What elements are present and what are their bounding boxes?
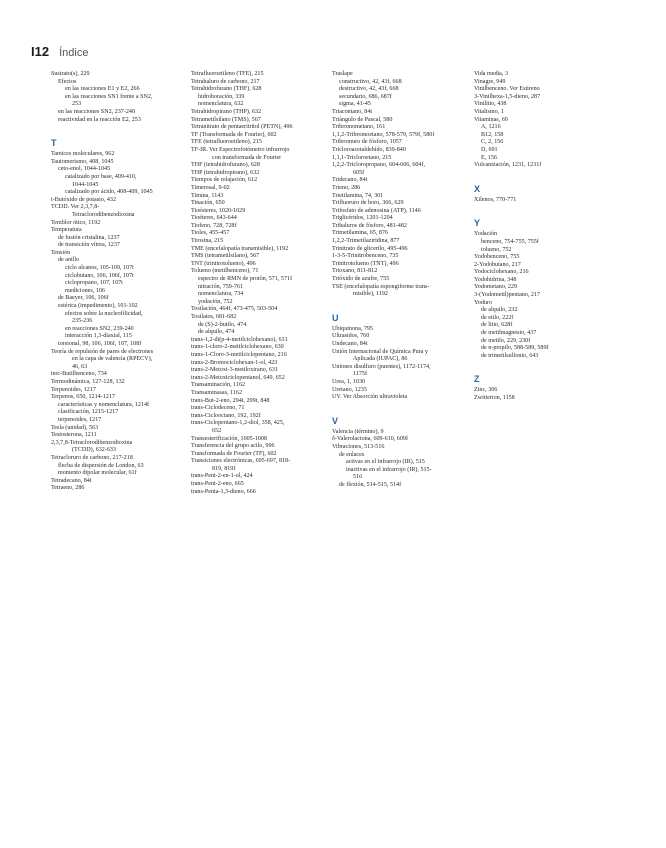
index-subentry: ciclobutano, 106, 106f, 107t [65,272,134,279]
index-letter-heading: Y [474,218,481,229]
index-entry: Timina, 1143 [191,192,224,199]
index-entry: 1,1,2-Tribromoetano, 578-579, 579f, 580f [332,131,435,138]
index-entry: Yoduro [474,299,493,306]
index-entry: UV. Ver Absorción ultravioleta [332,394,408,401]
index-subentry: de anillo [58,257,80,264]
index-subentry: 1044-1045 [72,181,99,188]
index-entry: Valencia (término), 9 [332,428,384,435]
index-subentry: secundario, 686, 687f [339,93,392,100]
index-entry: δ-Valerolactona, 609-610, 609f [332,436,408,443]
index-entry: TF (Transformada de Fourier), 602 [191,131,277,138]
index-letter-heading: U [332,312,339,323]
index-subentry: Tetraclorodibenzodioxina [72,211,135,218]
index-entry: Tetrametilsilano (TMS), 567 [191,116,261,123]
index-entry: Trioxano, 811-812 [332,268,378,275]
index-entry: TME (encefalopatía transmisible), 1192 [191,245,289,252]
index-subentry: características y nomenclatura, 1214f [58,401,150,408]
index-subentry: de alquilo, 474 [198,329,235,336]
index-subentry: E, 156 [481,154,497,161]
index-subentry: efectos sobre la nucleofilicidad, [65,310,143,317]
index-subentry: de metilmagnesio, 437 [481,330,537,337]
index-subentry: en la capa de valencia (RPECV), [72,356,153,363]
index-subentry: destructivo, 42, 43f, 668 [339,86,399,93]
index-entry: trans-Ciclodeceno, 71 [191,405,245,412]
index-entry: Trifosfato de adenosina (ATP), 1146 [332,207,421,214]
index-entry: Transaminasas, 1162 [191,389,243,396]
index-entry: Transaminación, 1162 [191,382,246,389]
index-entry: Triglicéridos, 1201-1204 [332,215,393,222]
index-entry: trans-Pent-2-eno, 665 [191,481,244,488]
index-entry: Terpenos, 650, 1214-1217 [51,394,115,401]
index-subentry: ciclo alcanos, 105-109, 107t [65,265,134,272]
index-entry: TCDD. Ver 2,3,7,8- [51,204,100,211]
index-entry: Tetrahidropirano (THP), 632 [191,108,262,115]
index-subentry: de etilo, 222f [481,314,514,321]
index-subentry: 46, 63 [72,363,88,370]
index-subentry: 819, 819f [212,465,236,472]
index-entry: Vibraciones, 513-516 [332,443,385,450]
index-entry: trans-1-Cloro-3-metilciclopentano, 216 [191,351,287,358]
index-subentry: sigma, 41-45 [339,101,371,108]
index-entry: Tiofeno, 728, 728f [191,222,237,229]
index-entry: Timerosal, 9-02 [191,184,230,191]
index-entry: Trihaluros de fósforo, 481-482 [332,222,407,229]
index-entry: 1,2,2-Trimetilaziridina, 877 [332,238,400,245]
index-entry: TNT (trinitrotolueno), 496 [191,260,256,267]
page-number: I12 [31,44,50,59]
index-subentry: misible), 1192 [353,291,388,298]
index-entry: Transformada de Fourier (TF), 602 [191,450,277,457]
index-entry: Vitaminas, 69 [474,116,508,123]
index-subentry: activas en el infrarrojo (IR), 515 [346,459,425,466]
section-title: Índice [59,47,89,59]
index-entry: Tribromometano, 161 [332,124,386,131]
index-entry: 2,3,7,8-Tetraclorodibenzodioxina [51,439,133,446]
index-entry: 2-Yodobutano, 217 [474,261,521,268]
index-entry: THF (tetrahidrofurano), 628 [191,162,260,169]
index-entry: Trietilamina, 74, 301 [332,192,384,199]
index-entry: trans-Penta-1,3-dieno, 666 [191,488,256,495]
index-entry: Trióxido de azufre, 755 [332,276,390,283]
index-subentry: Aplicada (IUPAC), 86 [353,356,408,363]
index-entry: Tioésteres, 1020-1029 [191,207,246,214]
index-entry: Vitalismo, 1 [474,108,504,115]
index-subentry: en las reacciones SN1 frente a SN2, [65,93,153,100]
index-entry: Uniones disulfuro (puentes), 1172-1174, [332,363,431,370]
index-entry: trans-2-Metoxi-3-metiloxirano, 631 [191,367,278,374]
index-entry: Tetrahidrofurano (THF), 628 [191,86,262,93]
index-entry: TMS (tetrametilsilano), 567 [191,253,260,260]
index-entry: Tetradecano, 84t [51,477,92,484]
index-subentry: de enlaces [339,451,365,458]
index-letter-heading: X [474,183,481,194]
index-subentry: en las reacciones SN2, 237-240 [58,108,135,115]
index-subentry: (TCDD), 632-633 [72,447,117,454]
index-subentry: inactivas en el infrarrojo (IR), 515- [346,466,432,473]
index-subentry: hidroboración, 339 [198,93,245,100]
index-subentry: de alquilo, 232 [481,307,518,314]
index-subentry: 253 [72,101,82,108]
index-entry: Vinagre, 949 [474,78,506,85]
index-entry: Yodohidrina, 348 [474,276,517,283]
index-entry: Sustrato(s), 229 [51,71,90,77]
index-subentry: espectro de RMN de protón, 571, 571f [198,276,293,283]
index-subentry: nomenclatura, 632 [198,101,244,108]
index-subentry: yodación, 752 [198,298,233,305]
index-entry: Triacontano, 84t [332,108,373,115]
index-entry: 3-Vinilhexa-1,5-dieno, 287 [474,93,541,100]
index-entry: Tinación, 650 [191,200,225,207]
index-entry: Ultrasidos, 760 [332,333,370,340]
index-entry: Tridecano, 84t [332,177,368,184]
index-subentry: benceno, 754-755, 755f [481,238,539,245]
index-entry: trans-Pent-2-en-1-ol, 424 [191,473,253,480]
index-subentry: 516 [353,474,363,481]
index-entry: Trifluoruro de boro, 366, 629 [332,200,404,207]
index-subentry: D, 691 [481,146,498,153]
index-entry: Transferencia del grupo acilo, 996 [191,443,275,450]
index-entry: Urea, 1, 1030 [332,378,366,385]
index-entry: Transesterificación, 1005-1008 [191,435,267,442]
index-subentry: de trimetilsulfonio, 643 [481,352,539,359]
index-entry: Xilenos, 770-771 [474,196,517,203]
index-subentry: terpenoides, 1217 [58,416,102,423]
index-entry: Triángulo de Pascal, 580 [332,116,393,123]
index-entry: THP (tetrahidropirano), 632 [191,169,260,176]
index-entry: Tricloroacetaldehído, 839-840 [332,146,406,153]
index-entry: Trieno, 286 [332,184,361,191]
index-entry: Unión Internacional de Química Pura y [332,348,428,355]
index-entry: Terpenoides, 1217 [51,386,96,393]
index-entry: trans-2-Bromociclohexan-1-ol, 423 [191,359,278,366]
index-subentry: A, 1216 [481,124,501,131]
index-entry: Temblor ótico, 1192 [51,219,101,226]
index-subentry: de n-propilo, 588-589, 589f [481,345,549,352]
index-entry: Trimetilamina, 65, 876 [332,230,388,237]
index-entry: trans-But-2-eno, 294t, 299t, 848 [191,397,270,404]
index-column-4 [474,71,604,403]
index-entry: Tribromuro de fósforo, 1057 [332,139,402,146]
index-subentry: 1175f [353,371,367,378]
index-subentry: de fusión cristalina, 1237 [58,234,120,241]
index-entry: Tetrahaluro de carbono, 217 [191,78,260,85]
index-subentry: de Baeyer, 106, 106f [58,295,109,302]
index-entry: Trinitrato de glicerilo, 495-496 [332,245,408,252]
index-subentry: de flexión, 514-515, 514f [339,481,402,488]
index-letter-heading: Z [474,374,480,385]
index-subentry: 235-236 [72,318,93,325]
index-entry: Tesla (unidad), 563 [51,424,99,431]
index-letter-heading: V [332,415,339,426]
index-column-2 [191,71,329,496]
index-entry: Tetraeno, 286 [51,485,85,492]
index-entry: Tosilatos, 681-682 [191,314,237,320]
index-entry: Zwitterion, 1158 [474,395,515,401]
index-letter-heading: T [51,138,57,149]
index-entry: 1-3-5-Trinitrobenceno, 735 [332,253,399,260]
index-subentry: flecha de dispersión de London, 63 [58,462,144,469]
index-subentry: de litio, 628f [481,322,513,329]
index-subentry: catalizado por ácido, 408-409, 1045 [65,189,153,196]
index-subentry: 652 [212,427,222,434]
index-subentry: torsional, 98, 106, 106f, 107, 108f [58,341,142,347]
index-subentry: tolueno, 752 [481,246,512,253]
index-entry: Tetranitrato de pentaeritritol (PETN), 496 [191,124,293,131]
index-entry: TSE (encefalopatía espongiforme trans- [332,283,430,290]
index-subentry: constructivo, 42, 43f, 668 [339,78,402,85]
index-entry: Vulcanización, 1231, 1231f [474,162,542,169]
index-entry: Vinilbenceno. Ver Estireno [474,86,540,93]
index-entry: Ubiquinona, 795 [332,325,373,332]
index-subentry: clasificación, 1215-1217 [58,409,119,416]
index-entry: Tioles, 455-457 [191,230,230,237]
index-entry: 3-(Yodometil)pentano, 217 [474,292,541,299]
index-entry: Trinitrotolueno (TNT), 496 [332,260,399,267]
index-column-1 [51,71,179,493]
index-entry: Tetracloruro de carbono, 217-218 [51,454,133,461]
index-entry: trans-Ciclopentano-1,2-diol, 358, 425, [191,420,285,427]
index-entry: Teoría de repulsión de pares de electrones [51,348,154,355]
index-subentry: B12, 158 [481,131,504,138]
index-entry: Testosterona, 1211 [51,432,97,439]
index-entry: Traslape [332,71,353,77]
index-entry: Undecano, 84t [332,341,368,347]
index-entry: Tirosina, 215 [191,238,224,245]
index-entry: TFE (tetrafluoroetileno), 215 [191,139,262,146]
index-entry: Yodobenceno, 755 [474,254,520,261]
index-entry: 1,1,1-Tricloroetano, 215 [332,154,392,161]
index-entry: Yodación [474,231,498,238]
index-entry: Tamices moleculares, 962 [51,151,115,158]
index-subentry: nitración, 759-761 [198,283,244,290]
index-entry: Zinc, 306 [474,387,498,394]
index-entry: terc-Butilbenceno, 734 [51,371,107,378]
index-entry: TF-IR. Ver Espectrofotómetro infrarrojo [191,146,290,153]
index-subentry: ciclopropano, 107, 107t [65,280,123,287]
index-entry: Vida media, 3 [474,71,508,77]
index-subentry: en reacciones SN2, 239-240 [65,325,134,332]
index-entry: t-Butóxido de potasio, 432 [51,196,116,203]
index-entry: Vinilitio, 438 [474,101,507,108]
page-header [31,44,88,59]
index-subentry: de metilo, 229, 230f [481,337,531,344]
index-subentry: estérica (impedimento), 101-102 [58,303,138,310]
index-subentry: en las reacciones E1 y E2, 266 [65,86,140,93]
index-subentry: C, 2, 156 [481,139,504,146]
index-subentry: nomenclatura, 734 [198,291,244,298]
index-entry: trans-Ciclooctano, 192, 192f [191,412,261,419]
index-entry: Tiempos de relajación, 612 [191,177,258,184]
index-entry: Transiciones electrónicas, 695-697, 818- [191,458,291,465]
index-entry: Tetrafluoroetileno (TFE), 215 [191,71,264,77]
index-column-3 [332,71,472,490]
index-entry: Tioéteres, 643-644 [191,215,237,222]
index-subentry: momento dipolar molecular, 61f [58,470,137,477]
index-entry: Tolueno (metilbenceno), 71 [191,268,259,275]
index-subentry: interacción 1,3-diaxial, 115 [65,333,132,340]
index-subentry: reactividad en la reacción E2, 253 [58,116,141,123]
index-subentry: mediciones, 106 [65,287,105,294]
index-entry: Tosilación, 464f, 473-475, 503-504 [191,306,278,313]
index-entry: Uretano, 1235 [332,386,367,393]
index-subentry: de (S)-2-butilo, 474 [198,321,247,328]
index-entry: 1,2,2-Tricloropropano, 604-606, 604f, [332,162,426,169]
index-entry: Tautomerismo, 408, 1045 [51,158,114,165]
index-entry: trans-1,2-di(p-4-metilciclohexano), 631 [191,336,288,343]
index-subentry: catalizado por base, 409-410, [65,173,137,180]
index-subentry: Efectos [58,78,77,85]
index-entry: trans-1-cloro-2-metilciclohexano, 630 [191,344,284,351]
index-entry: Yodociclohexano, 216 [474,269,529,276]
index-entry: Temperatura [51,227,82,234]
index-entry: Yodometano, 229 [474,284,518,291]
index-subentry: con transformada de Fourier [212,154,282,161]
index-subentry: 605f [353,169,365,176]
index-entry: Termodinámica, 127-128, 132 [51,378,125,385]
index-subentry: de transición vítrea, 1237 [58,242,120,249]
index-entry: Tensión [51,249,71,256]
index-subentry: ceto-enol, 1044-1045 [58,166,111,173]
index-entry: trans-2-Metoxiciclopentanol, 649, 652 [191,374,285,381]
